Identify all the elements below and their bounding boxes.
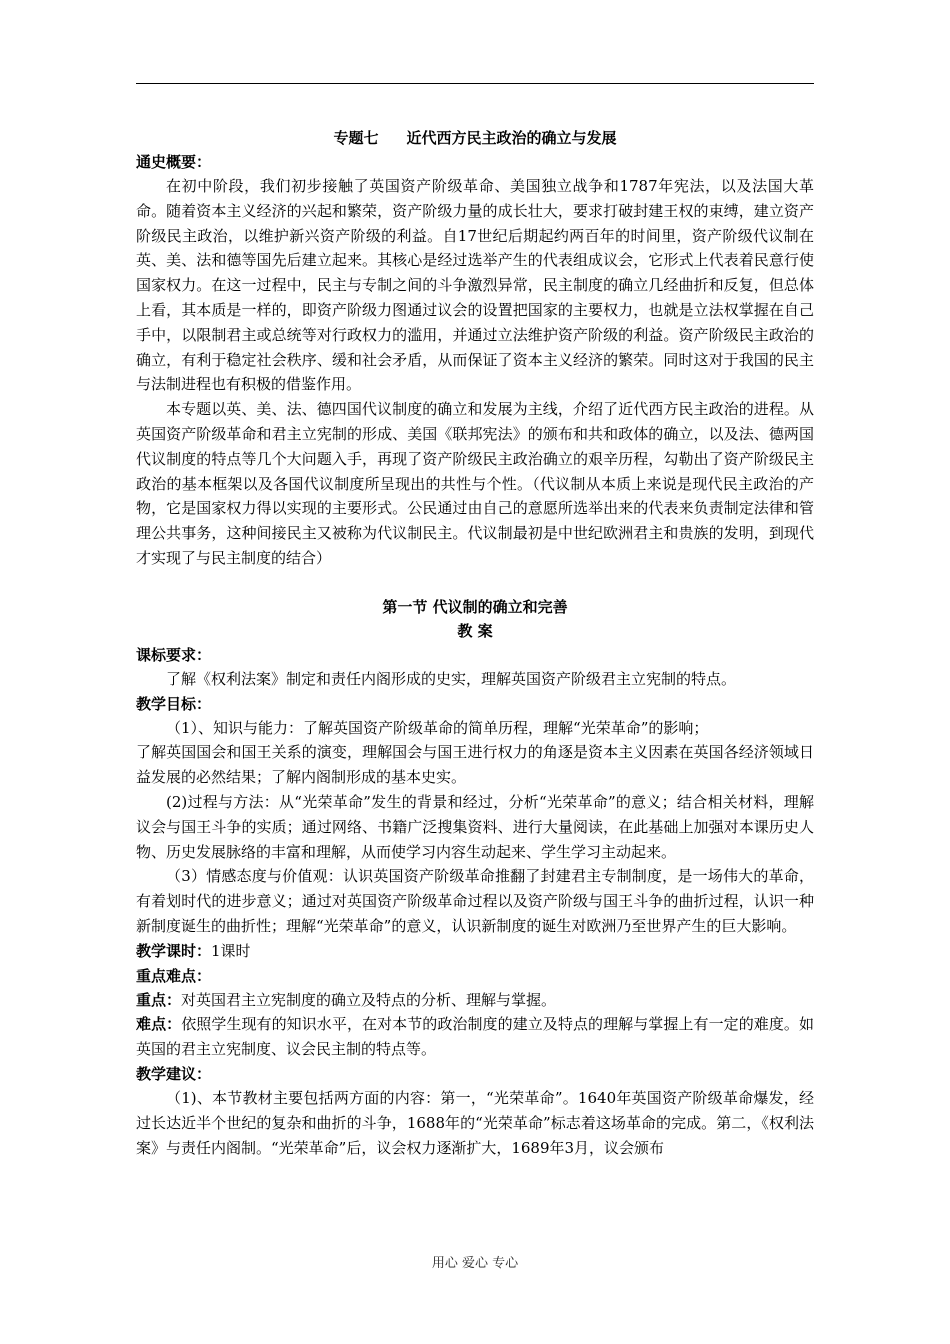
goal-1-first-line: （1）、知识与能力：了解英国资产阶级革命的简单历程，理解“光荣革命”的影响；	[166, 718, 709, 737]
advice-text: （1)、本节教材主要包括两方面的内容：第一，“光荣革命”。1640年英国资产阶级革命爆发，经过长达近半个世纪的复杂和曲折的斗争，1688年的“光荣革命”标志着这场革命的完成。第二，《权利法案》与责任内阁制。“光荣革命”后，议会权力逐渐扩大，1689年3月，议会颁布	[136, 1088, 814, 1157]
section-title: 第一节 代议制的确立和完善	[382, 597, 568, 616]
key-point-label: 重点：	[136, 990, 182, 1009]
overview-paragraph-2: 本专题以英、美、法、德四国代议制度的确立和发展为主线，介绍了近代西方民主政治的进程。从英国资产阶级革命和君主立宪制的形成、美国《联邦宪法》的颁布和共和政体的确立，以及法、德两国代议制度的特点等几个大问题入手，再现了资产阶级民主政治确立的艰辛历程，勾勒出了资产阶级民主政治的基本框架以及各国代议制度所呈现出的共性与个性。（代议制从本质上来说是现代民主政治的产物，它是国家权力得以实现的主要形式。公民通过由自己的意愿所选举出来的代表来负责制定法律和管理公共事务，这种间接民主又被称为代议制民主。代议制最初是中世纪欧洲君主和贵族的发明，到现代才实现了与民主制度的结合）	[136, 400, 814, 567]
hours-value: 1课时	[211, 941, 251, 960]
key-point-text: 对英国君主立宪制度的确立及特点的分析、理解与掌握。	[181, 990, 557, 1009]
title-topic: 专题七	[333, 129, 379, 147]
hours-label: 教学课时：	[136, 941, 212, 960]
title-text: 近代西方民主政治的确立与发展	[406, 129, 617, 147]
hours-line	[136, 939, 814, 964]
goal-3: （3）情感态度与价值观：认识英国资产阶级革命推翻了封建君主专制制度，是一场伟大的革命，有着划时代的进步意义；通过对英国资产阶级革命过程以及资产阶级与国王斗争的曲折过程，认识一种新制度诞生的曲折性；理解“光荣革命”的意义，认识新制度的诞生对欧洲乃至世界产生的巨大影响。	[136, 867, 814, 935]
standard-heading: 课标要求：	[136, 645, 212, 664]
goal-1-rest: 了解英国国会和国王关系的演变，理解国会与国王进行权力的角逐是资本主义因素在英国各经济领域日益发展的必然结果；了解内阁制形成的基本史实。	[136, 743, 814, 787]
goals-heading: 教学目标：	[136, 694, 212, 713]
difficulty-text: 依照学生现有的知识水平，在对本节的政治制度的建立及特点的理解与掌握上有一定的难度。如英国的君主立宪制度、议会民主制的特点等。	[136, 1015, 814, 1059]
page-footer: 用心 爱心 专心	[431, 1256, 519, 1271]
header-rule	[136, 83, 814, 84]
document-body	[136, 126, 814, 1160]
key-heading: 重点难点：	[136, 966, 212, 985]
standard-text: 了解《权利法案》制定和责任内阁形成的史实，理解英国资产阶级君主立宪制的特点。	[166, 669, 737, 688]
overview-paragraph-1: 在初中阶段，我们初步接触了英国资产阶级革命、美国独立战争和1787年宪法，以及法国大革命。随着资本主义经济的兴起和繁荣，资产阶级力量的成长壮大，要求打破封建王权的束缚，建立资产阶级民主政治，以维护新兴资产阶级的利益。自17世纪后期起约两百年的时间里，资产阶级代议制在英、美、法和德等国先后建立起来。其核心是经过选举产生的代表组成议会，它形式上代表着民意行使国家权力。在这一过程中，民主与专制之间的斗争激烈异常，民主制度的确立几经曲折和反复，但总体上看，其本质是一样的，即资产阶级力图通过议会的设置把国家的主要权力，也就是立法权掌握在自己手中，以限制君主或总统等对行政权力的滥用，并通过立法维护资产阶级的利益。资产阶级民主政治的确立，有利于稳定社会秩序、缓和社会矛盾，从而保证了资本主义经济的繁荣。同时这对于我国的民主与法制进程也有积极的借鉴作用。	[136, 177, 814, 394]
key-point-line	[136, 988, 814, 1013]
overview-heading: 通史概要：	[136, 153, 212, 171]
difficulty-label: 难点：	[136, 1015, 182, 1034]
goal-2: (2)过程与方法：从“光荣革命”发生的背景和经过，分析“光荣革命”的意义；结合相关材料，理解议会与国王斗争的实质；通过网络、书籍广泛搜集资料、进行大量阅读，在此基础上加强对本课历史人物、历史发展脉络的丰富和理解，从而使学习内容生动起来、学生学习主动起来。	[136, 792, 814, 861]
section-subtitle: 教 案	[457, 621, 493, 640]
page-title	[136, 126, 814, 150]
advice-heading: 教学建议：	[136, 1064, 212, 1083]
difficulty-line	[136, 1012, 814, 1062]
